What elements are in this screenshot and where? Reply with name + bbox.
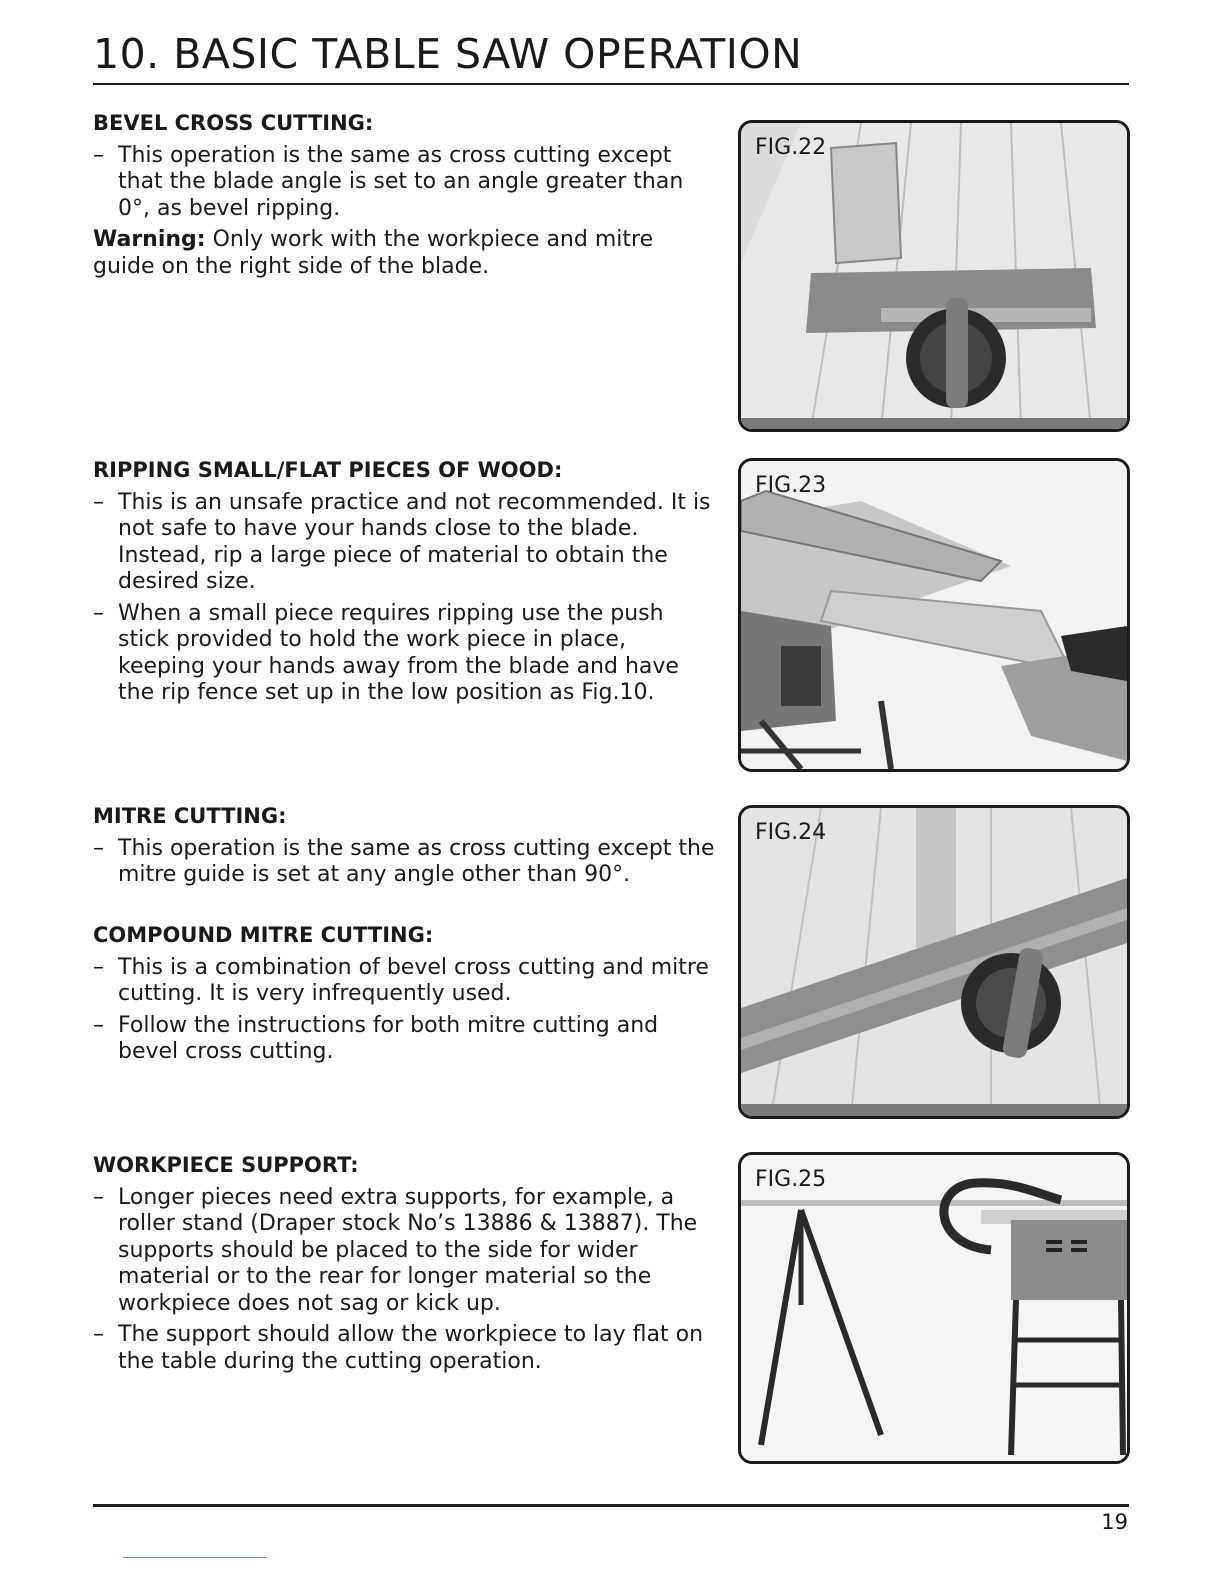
warning-note xyxy=(93,227,718,280)
dash-icon: – xyxy=(93,1184,104,1210)
bullet-item xyxy=(93,490,718,596)
bullet-text: Longer pieces need extra supports, for example, a roller stand (Draper stock No’s 13886 & 13887). The supports should be placed to the side for wider material or to the rear for longer material so the workpiece does not sag or kick up. xyxy=(118,1184,698,1316)
figure-25 xyxy=(738,1152,1130,1464)
page-number: 19 xyxy=(1101,1510,1128,1534)
section-workpiece-support xyxy=(93,1152,718,1380)
bevel-cross-cut-photo xyxy=(741,123,1127,429)
push-stick-ripping-photo xyxy=(741,461,1127,769)
section-mitre-cutting xyxy=(93,803,718,894)
figure-label: FIG.24 xyxy=(755,820,827,845)
dash-icon: – xyxy=(93,1322,104,1347)
bullet-item xyxy=(93,143,718,223)
section-heading: MITRE CUTTING: xyxy=(93,804,287,828)
figure-label: FIG.25 xyxy=(755,1167,827,1192)
bullet-item xyxy=(93,836,718,889)
page-title: 10. BASIC TABLE SAW OPERATION xyxy=(93,30,803,78)
section-ripping-small-pieces xyxy=(93,457,718,712)
section-bevel-cross-cutting xyxy=(93,110,718,280)
figure-24 xyxy=(738,805,1130,1119)
bullet-text: This is a combination of bevel cross cutting and mitre cutting. It is very infrequently used. xyxy=(118,954,709,1006)
figure-22 xyxy=(738,120,1130,432)
header-divider xyxy=(93,83,1129,85)
bullet-text: This is an unsafe practice and not recommended. It is not safe to have your hands close to the blade. Instead, rip a large piece of material to obtain the desired size. xyxy=(118,489,711,594)
section-compound-mitre-cutting xyxy=(93,922,718,1071)
link-underline[interactable] xyxy=(123,1557,267,1558)
bullet-item xyxy=(93,1013,718,1066)
roller-stand-support-photo xyxy=(741,1155,1127,1461)
warning-label: Warning: xyxy=(93,227,206,252)
section-heading: WORKPIECE SUPPORT: xyxy=(93,1153,359,1177)
bullet-item xyxy=(93,955,718,1008)
footer-divider xyxy=(93,1504,1129,1507)
dash-icon: – xyxy=(93,1012,104,1038)
bullet-text: This operation is the same as cross cutting except the mitre guide is set at any angle other than 90°. xyxy=(118,835,715,887)
bullet-text: The support should allow the workpiece to lay flat on the table during the cutting operation. xyxy=(118,1322,704,1374)
figure-label: FIG.23 xyxy=(755,473,827,498)
bullet-item xyxy=(93,601,718,707)
section-heading: COMPOUND MITRE CUTTING: xyxy=(93,923,434,947)
dash-icon: – xyxy=(93,600,104,626)
figure-label: FIG.22 xyxy=(755,135,827,160)
bullet-item xyxy=(93,1185,718,1318)
bullet-text: When a small piece requires ripping use the push stick provided to hold the work piece in place, keeping your hands away from the blade and have the rip fence set up in the low position as Fig.10. xyxy=(118,600,679,705)
dash-icon: – xyxy=(93,835,104,861)
dash-icon: – xyxy=(93,489,104,515)
mitre-cut-photo xyxy=(741,808,1127,1116)
dash-icon: – xyxy=(93,142,104,168)
section-heading: RIPPING SMALL/FLAT PIECES OF WOOD: xyxy=(93,458,563,482)
bullet-item xyxy=(93,1322,718,1375)
figure-23 xyxy=(738,458,1130,772)
bullet-text: Follow the instructions for both mitre cutting and bevel cross cutting. xyxy=(118,1012,659,1064)
section-heading: BEVEL CROSS CUTTING: xyxy=(93,111,374,135)
warning-text: Only work with the workpiece and mitre guide on the right side of the blade. xyxy=(93,227,654,279)
bullet-text: This operation is the same as cross cutting except that the blade angle is set to an angle greater than 0°, as bevel ripping. xyxy=(118,142,684,221)
dash-icon: – xyxy=(93,954,104,980)
